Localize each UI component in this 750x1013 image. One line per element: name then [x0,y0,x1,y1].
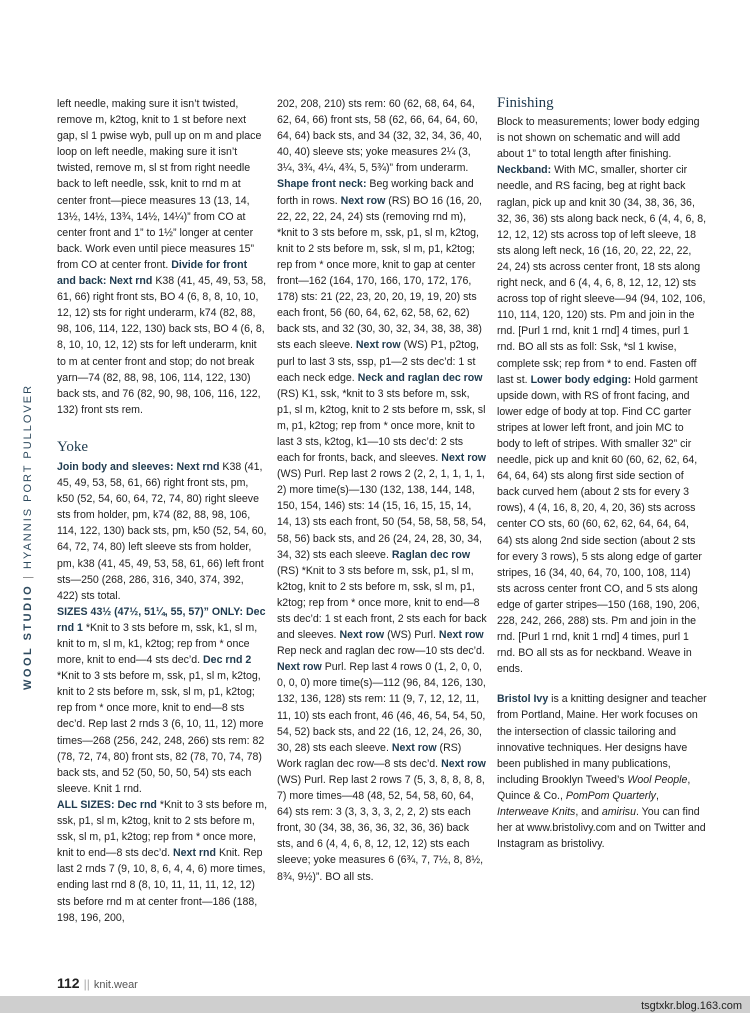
body-text: (RS) Work raglan dec row—8 sts dec’d. [277,741,462,770]
body-text: . You can find her at www.bristolivy.com and on Twitter and Instagram as bristolivy. [497,806,706,851]
finishing-heading: Finishing [497,95,554,111]
instruction-keyword: Next row [441,452,487,465]
body-text: (WS) Purl. [384,629,439,642]
body-text: Purl. Rep last 4 rows 0 (1, 2, 0, 0, 0, 0, 0) more time(s)—112 (96, 84, 126, 130, 132, 136, 128) sts rem: 11 (9, 7, 12, 12, 11, 11, 10) sts each front, 46 (46, 46, 54, 54, 50, 54, 52) back sts, and 22 (16, 12, 24, 26, 30, 30, 28) sts each sleeve. [277,661,486,754]
body-text: , Quince & Co., [497,773,691,802]
body-text: Hold garment upside down, with RS of front facing, and lower edge of body at top. Find CC garter stripes at lower left front, and join MC to body to left of stripes. With smaller 32” cir needle, pick up and knit 60 (60, 62, 62, 64, 64, 64, 64) sts along first side section of back curved hem (about 2 sts for every 3 rows), 4 (4, 16, 8, 20, 4, 20, 36) sts across center CO sts, 60 (60, 62, 62, 64, 64, 64, 64) sts along 2nd side section (about 2 sts for every 3 rows), 5 sts along edge of garter stripes, 16 (34, 40, 64, 70, 100, 108, 114) sts across center front CO, and 5 sts along edge of garter stripes—150 (168, 190, 206, 228, 242, 266, 288) sts. Pm and join in the rnd. [Purl 1 rnd, knit 1 rnd] 4 times, purl 1 rnd. BO all sts as for neckband. Weave in ends. [497,373,702,676]
instruction-keyword: Raglan dec row [391,548,471,561]
body-text: (RS) BO 16 (16, 20, 22, 22, 22, 24, 24) sts (removing rnd m), *knit to 3 sts before m, ssk, p1, sl m, k2tog, knit to 2 sts before m, ssk, sl m, p1, k2tog; rep from * once more, knit to gap at center front—162 (164, 170, 166, 170, 172, 176, 178) sts: 21 (22, 23, 20, 20, 19, 19, 20) sts each front, 56 (60, 64, 62, 62, 58, 62, 62) back sts, and 32 (30, 30, 32, 34, 38, 38, 38) sts each sleeve. [277,194,482,352]
instruction-keyword: Next row [277,661,322,674]
body-text: *Knit to 3 sts before m, ssk, k1, sl m, knit to m, sl m, k1, k2tog; rep from * once more, knit to end—4 sts dec’d. [57,621,258,667]
column-2 [277,96,487,885]
body-text: (WS) Purl. Rep last 2 rows 2 (2, 2, 1, 1, 1, 1, 2) more time(s)—130 (132, 138, 144, 148, 150, 154, 146) sts: 14 (15, 16, 15, 15, 14, 14, 13) sts each front, 50 (54, 58, 58, 58, 54, 58, 56) back sts, and 26 (24, 24, 28, 30, 34, 34, 32) sts each sleeve. [277,468,487,561]
instruction-keyword: Divide for front and back: Next rnd [57,258,248,288]
spine-brand: WOOL STUDIO [22,583,34,690]
body-text: left needle, making sure it isn’t twisted, remove m, k2tog, knit to 1 st before next gap, sl 1 pwise wyb, pull up on m and place loop on left needle, making sure it isn’t twisted, remove m, sl st from right needle back to left needle, ssk, knit to rnd m at center front—piece measures 13 (13, 14, 13½, 14½, 13¾, 14½, 14¼)” from CO at center front and 1” to 1½” longer at center back. Work even until piece measures 15” from CO at center front. [57,98,262,271]
publication-title: Wool People [627,773,688,786]
page-number: 112 [57,975,80,991]
spine-label [22,360,40,690]
page-footer [57,975,138,991]
instruction-keyword: Next row [340,194,386,207]
yoke-heading: Yoke [57,438,88,455]
instruction-keyword: ALL SIZES: [57,798,115,811]
spine-pattern-name: HYANNIS PORT PULLOVER [22,383,34,569]
col1-paragraph-4 [57,797,267,926]
body-text: Rep neck and raglan dec row—10 sts dec’d. [277,645,485,658]
instruction-keyword: Next row [441,757,486,770]
body-text: K38 (41, 45, 49, 53, 58, 61, 66) right front sts, BO 4 (6, 8, 8, 10, 10, 12, 12) sts for right underarm, k74 (82, 88, 98, 106, 114, 122, 130) back sts, BO 4 (6, 8, 8, 10, 10, 12, 12) sts for left underarm, knit to m at center front and stop; do not break yarn—74 (82, 88, 98, 106, 114, 122, 130) back sts, and 76 (82, 90, 98, 106, 116, 122, 132) front sts rem. [57,275,267,416]
instruction-keyword: Next row [438,629,484,642]
publication-title: amirisu [601,806,636,819]
instruction-keyword: Bristol Ivy [497,693,549,706]
body-text: *Knit to 3 sts before m, ssk, p1, sl m, k2tog, knit to 2 sts before m, ssk, sl m, p1, k2tog; rep from * once more, knit to end—8 sts dec’d. Rep last 2 rnds 3 (6, 10, 11, 12) more times—268 (256, 242, 248, 266) sts rem: 82 (78, 72, 74, 80) front sts, 82 (78, 70, 74, 78) back sts, and 52 (50, 50, 50, 54) sts each sleeve. Knit 1 rnd. [57,670,265,795]
instruction-keyword: Join body and sleeves: Next rnd [57,460,220,473]
body-text: Beg working back and forth in rows. [277,178,474,207]
body-text: Block to measurements; lower body edging is not shown on schematic and will add about 1” to total length after finishing. [497,116,700,161]
instruction-keyword: Next rnd [173,847,216,860]
instruction-keyword: SIZES 43½ (47½, 51¼, 55, 57)” ONLY: [57,605,244,618]
col1-paragraph-1 [57,96,267,418]
body-text: With MC, smaller, shorter cir needle, and RS facing, beg at right back raglan, pick up and knit 30 (34, 38, 36, 36, 32, 36, 36) sts along back neck, 6 (4, 4, 6, 8, 12, 12, 12) sts across top of left sleeve, 18 sts along left neck, 16 (16, 20, 22, 22, 22, 24, 24) sts across center front, 18 sts along right neck, and 6 (4, 4, 6, 8, 12, 12, 12) sts across top of right sleeve—94 (94, 102, 106, 110, 114, 120, 120) sts. Pm and join in the rnd. [Purl 1 rnd, knit 1 rnd] 4 times, purl 1 rnd. BO all sts as foll: Ssk, *sl 1 kwise, complete ssk; rep from * to end. Fasten off last st. [497,164,707,386]
instruction-keyword: Neck and raglan dec row [357,371,483,384]
body-text: 202, 208, 210) sts rem: 60 (62, 68, 64, 64, 62, 64, 66) front sts, 58 (62, 66, 64, 64, 60, 64, 64) back sts, and 34 (32, 32, 34, 36, 40, 40, 40) sleeve sts; yoke measures 2¼ (3, 3¼, 3¾, 4¼, 4¾, 5, 5¾)” from underarm. [277,98,482,175]
footer-divider: || [83,977,90,991]
instruction-keyword: Dec rnd [117,798,157,811]
publication-title: PomPom Quarterly [565,789,656,802]
watermark-strip [0,996,750,1013]
col2-paragraph-1 [277,96,487,885]
column-3 [497,95,707,852]
body-text: (RS) *Knit to 3 sts before m, ssk, p1, sl m, k2tog, knit to 2 sts before m, ssk, sl m, p1, k2tog; rep from * once more, knit to end—8 sts dec’d: 1 st each front, 2 sts each for back and sleeves. [277,564,487,642]
body-text: (WS) Purl. Rep last 2 rows 7 (5, 3, 8, 8, 8, 8, 7) more times—48 (48, 52, 54, 58, 60, 64, 64) sts rem: 3 (3, 3, 3, 3, 2, 2, 2) sts each front, 30 (34, 38, 36, 36, 32, 36, 36) back sts, and 6 (4, 4, 6, 8, 12, 12, 12) sts each sleeve; yoke measures 6 (6¾, 7, 7½, 8, 8½, 8¾, 9½)”. BO all sts. [277,773,485,883]
instruction-keyword: Next row [355,339,401,352]
body-text: *Knit to 3 sts before m, ssk, p1, sl m, k2tog, knit to 2 sts before m, ssk, sl m, p1, k2tog; rep from * once more, knit to end—8 sts dec’d. [57,798,268,860]
instruction-keyword: Dec rnd 2 [203,654,252,667]
body-text: (RS) K1, ssk, *knit to 3 sts before m, ssk, p1, sl m, k2tog, knit to 2 sts before m, ssk, sl m, p1, k2tog; rep from * once more, knit to last 3 sts, k2tog, k1—10 sts dec’d: 2 sts each for fronts, back, and sleeves. [277,387,486,465]
body-text: , [655,789,659,802]
instruction-keyword: Next row [339,629,385,642]
column-1 [57,96,267,926]
publication-title: Interweave Knits [497,806,576,819]
body-text: K38 (41, 45, 49, 53, 58, 61, 66) right front sts, pm, k50 (52, 54, 60, 64, 72, 74, 80) right sleeve sts from holder, pm, k74 (82, 88, 98, 106, 114, 122, 130) back sts, pm, k50 (52, 54, 60, 64, 72, 74, 80) left sleeve sts from holder, pm, k38 (41, 45, 49, 53, 58, 61, 66) left front sts—250 (268, 286, 316, 340, 374, 392, 422) sts total. [57,460,267,602]
magazine-name: knit.wear [93,979,138,991]
body-text: , and [575,806,602,819]
instruction-keyword: Shape front neck: [277,178,367,191]
watermark-text: tsgtxkr.blog.163.com [641,1000,742,1012]
body-text: is a knitting designer and teacher from Portland, Maine. Her work focuses on the intersection of classic tailoring and innovative techniques. Her designs have been published in many publications, including Brooklyn Tweed’s [497,693,707,786]
body-text: Knit. Rep last 2 rnds 7 (9, 10, 8, 6, 4, 4, 6) more times, ending last rnd 8 (8, 10, 11, 11, 11, 12, 12) sts before rnd m at center front—186 (188, 198, 196, 200, [57,847,266,924]
paragraph-gap [497,677,707,691]
designer-bio [497,691,707,852]
spine-separator: | [22,574,34,579]
col3-paragraph-1 [497,114,707,677]
col1-paragraph-3 [57,604,267,797]
instruction-keyword: Lower body edging: [530,373,632,386]
instruction-keyword: Next row [391,741,437,754]
instruction-keyword: Neckband: [497,164,552,177]
col1-paragraph-2 [57,459,267,604]
instruction-keyword: Dec rnd 1 [57,605,266,634]
body-text: (WS) P1, p2tog, purl to last 3 sts, ssp, p1—2 sts dec’d: 1 st each neck edge. [277,339,479,384]
